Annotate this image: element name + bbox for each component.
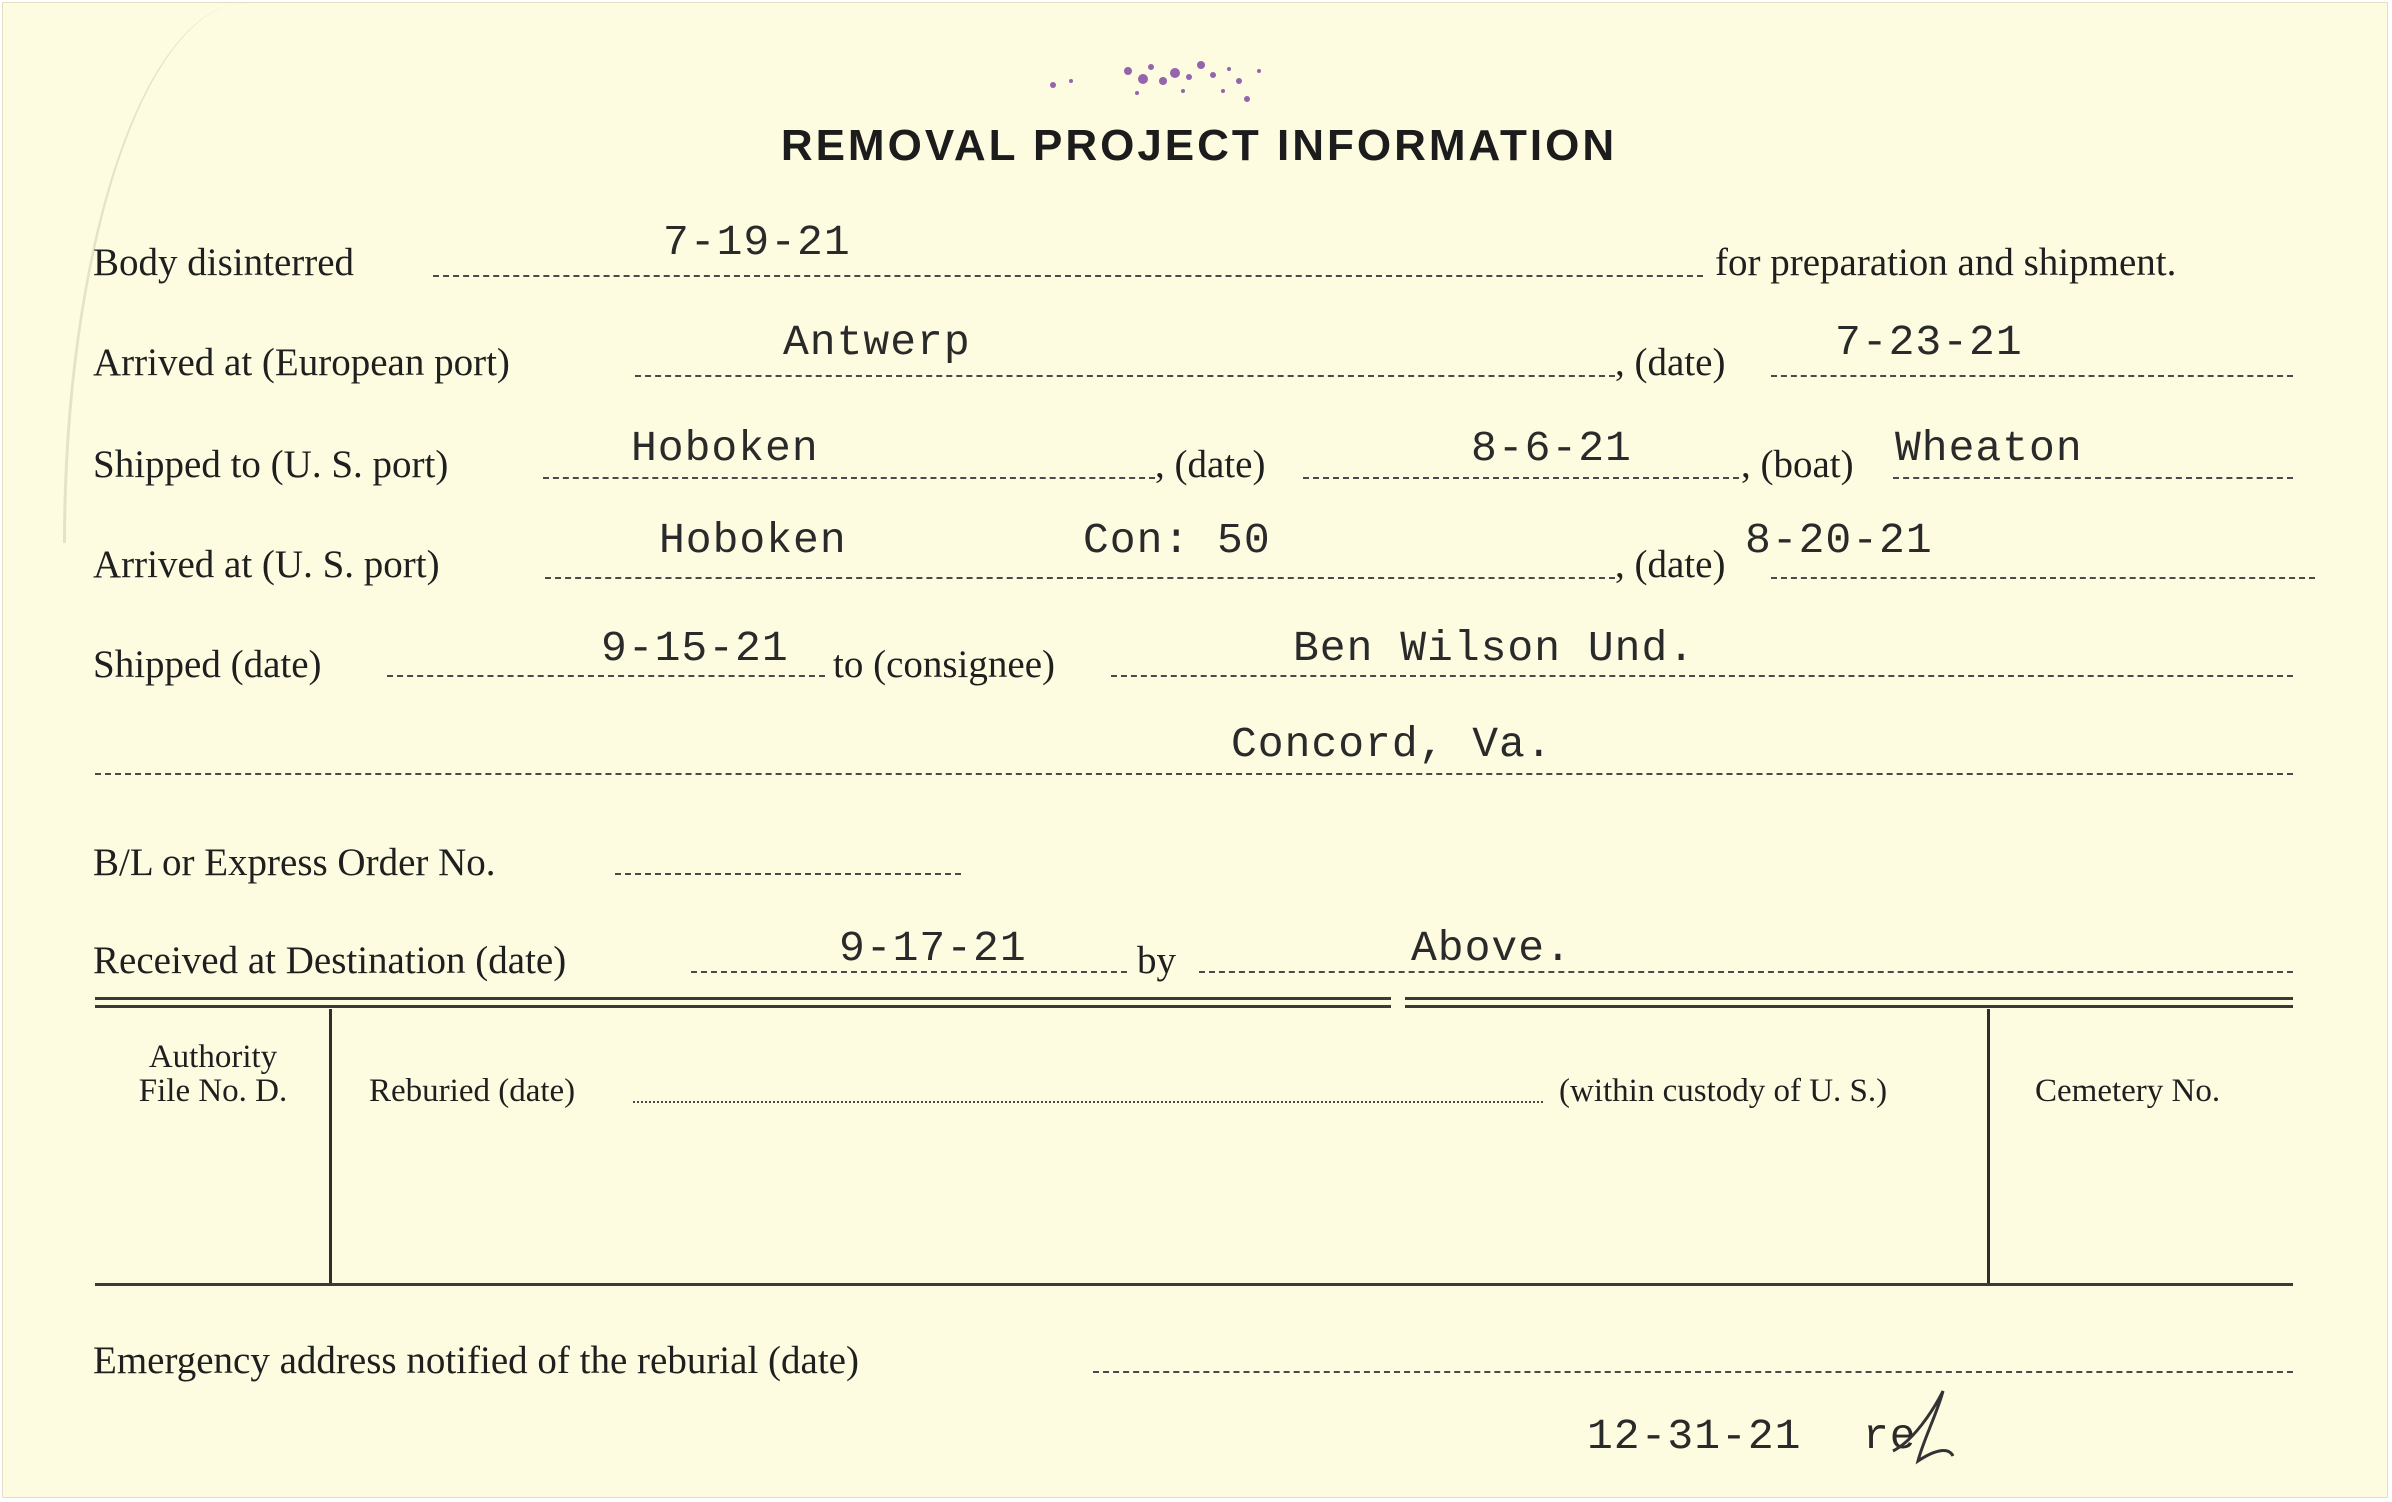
us-port-arrived-value: Hoboken bbox=[659, 516, 847, 565]
order-number-label: B/L or Express Order No. bbox=[93, 841, 496, 884]
us-port-shipped-label: Shipped to (U. S. port) bbox=[93, 443, 449, 486]
received-date-value: 9-17-21 bbox=[839, 924, 1027, 973]
purple-stamp-mark bbox=[1033, 51, 1333, 131]
preparation-label: for preparation and shipment. bbox=[1715, 241, 2177, 284]
table-bottom-rule bbox=[95, 1283, 2293, 1286]
table-top-rule-2 bbox=[95, 1005, 1391, 1008]
boat-line bbox=[1893, 477, 2293, 479]
consignee-value: Ben Wilson Und. bbox=[1293, 624, 1696, 673]
shipped-date-value: 8-6-21 bbox=[1471, 424, 1632, 473]
table-divider-left bbox=[329, 1009, 332, 1283]
european-date-line bbox=[1771, 375, 2293, 377]
handwritten-mark bbox=[1883, 1381, 1963, 1471]
us-port-arrived-label: Arrived at (U. S. port) bbox=[93, 543, 440, 586]
arrived-date-label: , (date) bbox=[1615, 543, 1726, 586]
removal-card bbox=[2, 2, 2388, 1498]
european-date-label: , (date) bbox=[1615, 341, 1726, 384]
us-port-shipped-value: Hoboken bbox=[631, 424, 819, 473]
received-by-value: Above. bbox=[1411, 924, 1572, 973]
arrived-date-value: 8-20-21 bbox=[1745, 516, 1933, 565]
european-port-label: Arrived at (European port) bbox=[93, 341, 510, 384]
consignee-address: Concord, Va. bbox=[1231, 720, 1553, 769]
us-port-shipped-line bbox=[543, 477, 1155, 479]
shipped-date-line bbox=[1303, 477, 1739, 479]
received-by-line bbox=[1199, 971, 2293, 973]
shipped-date-row-line bbox=[387, 675, 825, 677]
emergency-address-line bbox=[1093, 1371, 2293, 1373]
european-date-value: 7-23-21 bbox=[1835, 318, 2023, 367]
received-destination-label: Received at Destination (date) bbox=[93, 939, 567, 982]
received-by-label: by bbox=[1137, 939, 1176, 982]
boat-value: Wheaton bbox=[1895, 424, 2083, 473]
footer-initials: re bbox=[1863, 1412, 1917, 1461]
order-number-line bbox=[615, 873, 961, 875]
file-number-label: File No. D. bbox=[138, 1073, 288, 1109]
consignee-label: to (consignee) bbox=[833, 643, 1056, 686]
authority-label: Authority bbox=[148, 1039, 278, 1075]
shipped-date-row-value: 9-15-21 bbox=[601, 624, 789, 673]
cemetery-number-label: Cemetery No. bbox=[2035, 1073, 2221, 1109]
card-title: REMOVAL PROJECT INFORMATION bbox=[780, 121, 1618, 170]
european-port-value: Antwerp bbox=[783, 318, 971, 367]
european-port-line bbox=[635, 375, 1615, 377]
reburied-label: Reburied (date) bbox=[369, 1073, 576, 1109]
footer-date: 12-31-21 bbox=[1587, 1412, 1802, 1461]
body-disinterred-label: Body disinterred bbox=[93, 241, 355, 284]
consignee-line bbox=[1111, 675, 2293, 677]
boat-label: , (boat) bbox=[1741, 443, 1854, 486]
arrived-date-line bbox=[1771, 577, 2315, 579]
emergency-address-label: Emergency address notified of the reburial (date) bbox=[93, 1339, 859, 1382]
table-top-rule-3 bbox=[1405, 997, 2293, 1000]
shipped-date-label: , (date) bbox=[1155, 443, 1266, 486]
body-disinterred-date: 7-19-21 bbox=[663, 218, 851, 267]
reburied-line bbox=[633, 1101, 1543, 1103]
table-divider-right bbox=[1987, 1009, 1990, 1283]
custody-label: (within custody of U. S.) bbox=[1559, 1073, 1888, 1109]
address-line bbox=[95, 773, 2293, 775]
us-port-arrived-line bbox=[545, 577, 1615, 579]
body-disinterred-line bbox=[433, 275, 1703, 277]
container-number: Con: 50 bbox=[1083, 516, 1271, 565]
table-top-rule-4 bbox=[1405, 1005, 2293, 1008]
table-top-rule-1 bbox=[95, 997, 1391, 1000]
shipped-date-row-label: Shipped (date) bbox=[93, 643, 322, 686]
